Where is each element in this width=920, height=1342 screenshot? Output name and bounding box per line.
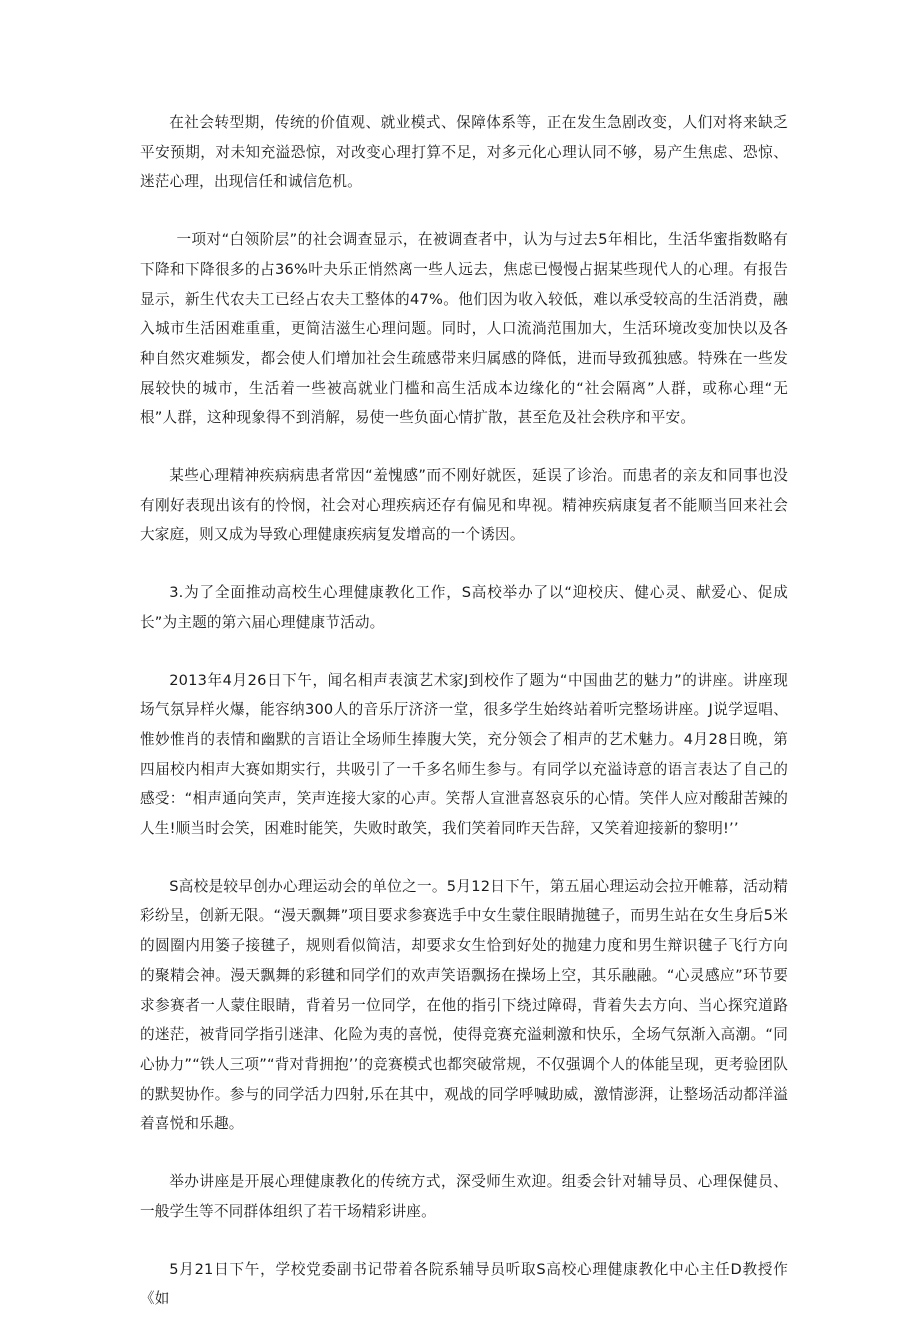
paragraph-crosstalk-lecture: 2013年4月26日下午，闻名相声表演艺术家J到校作了题为“中国曲艺的魅力”的讲座。讲座现场气氛异样火爆，能容纳300人的音乐厅济济一堂，很多学生始终站着听完整场讲座。J说学逗唱、惟妙惟肖的表情和幽默的言语让全场师生捧腹大笑，充分领会了相声的艺术魅力。4月28日晚，第四届校内相声大赛如期实行，共吸引了一千多名师生参与。有同学以充溢诗意的语言表达了自己的感受：“相声通向笑声，笑声连接大家的心声。笑帮人宣泄喜怒哀乐的心情。笑伴人应对酸甜苦辣的人生!顺当时会笑，困难时能笑，失败时敢笑，我们笑着同昨天告辞，又笑着迎接新的黎明!’’ xyxy=(140,671,788,838)
paragraph-survey: 一项对“白领阶层”的社会调查显示，在被调查者中，认为与过去5年相比，生活华蜜指数略有下降和下降很多的占36%叶夬乐正悄然离一些人远去，焦虑已慢慢占据某些现代人的心理。有报告显示，新生代农夫工已经占农夫工整体的47%。他们因为收入较低，难以承受较高的生活消费，融入城市生活困难重重，更简洁滋生心理问题。同时，人口流淌范围加大，生活环境改变加快以及各种自然灾难频发，都会使人们增加社会生疏感带来归属感的降低，进而导致孤独感。特殊在一些发展较快的城市，生活着一些被高就业门槛和高生活成本边缘化的“社会隔离”人群，或称心理“无根”人群，这种现象得不到消解，易使一些负面心情扩散，甚至危及社会秩序和平安。 xyxy=(140,231,788,427)
document-page xyxy=(140,108,788,1342)
paragraph-mental-illness: 某些心理精神疾病病患者常因“羞愧感”而不刚好就医，延误了诊治。而患者的亲友和同事也没有刚好表现出该有的怜悯，社会对心理疾病还存有偏见和卑视。精神疾病康复者不能顺当回来社会大家庭，则又成为导致心理健康疾病复发增高的一个诱因。 xyxy=(140,467,788,544)
paragraph-health-festival: 3.为了全面推动高校生心理健康教化工作，S高校举办了以“迎校庆、健心灵、献爱心、促成长”为主题的第六届心理健康节活动。 xyxy=(140,584,788,631)
paragraph-may-21: 5月21日下午，学校党委副书记带着各院系辅导员听取S高校心理健康教化中心主任D教授作《如 xyxy=(140,1260,788,1308)
paragraph-sports-meeting: S高校是较早创办心理运动会的单位之一。5月12日下午，第五届心理运动会拉开帷幕，活动精彩纷呈，创新无限。“漫天飘舞”项目要求参赛选手中女生蒙住眼睛抛毽子，而男生站在女生身后5米的圆圈内用篓子接毽子，规则看似简洁，却要求女生恰到好处的抛建力度和男生辩识毽子飞行方向的聚精会神。漫天飘舞的彩毽和同学们的欢声笑语飘扬在操场上空，其乐融融。“心灵感应”环节要求参赛者一人蒙住眼睛，背着另一位同学，在他的指引下绕过障碍，背着失去方向、当心探究道路的迷茫，被背同学指引迷津、化险为夷的喜悦，使得竞赛充溢刺激和快乐，全场气氛渐入高潮。“同心协力”“铁人三项”“背对背拥抱’’的竞赛模式也都突破常规，不仅强调个人的体能呈现，更考验团队的默契协作。参与的同学活力四射,乐在其中，观战的同学呼喊助威，激情澎湃，让整场活动都洋溢着喜悦和乐趣。 xyxy=(140,877,788,1133)
paragraph-social-transition: 在社会转型期，传统的价值观、就业模式、保障体系等，正在发生急剧改变，人们对将来缺乏平安预期，对未知充溢恐惊，对改变心理打算不足，对多元化心理认同不够，易产生焦虑、恐惊、迷茫心理，出现信任和诚信危机。 xyxy=(140,114,788,191)
paragraph-lectures: 举办讲座是开展心理健康教化的传统方式，深受师生欢迎。组委会针对辅导员、心理保健员、一般学生等不同群体组织了若干场精彩讲座。 xyxy=(140,1173,788,1220)
